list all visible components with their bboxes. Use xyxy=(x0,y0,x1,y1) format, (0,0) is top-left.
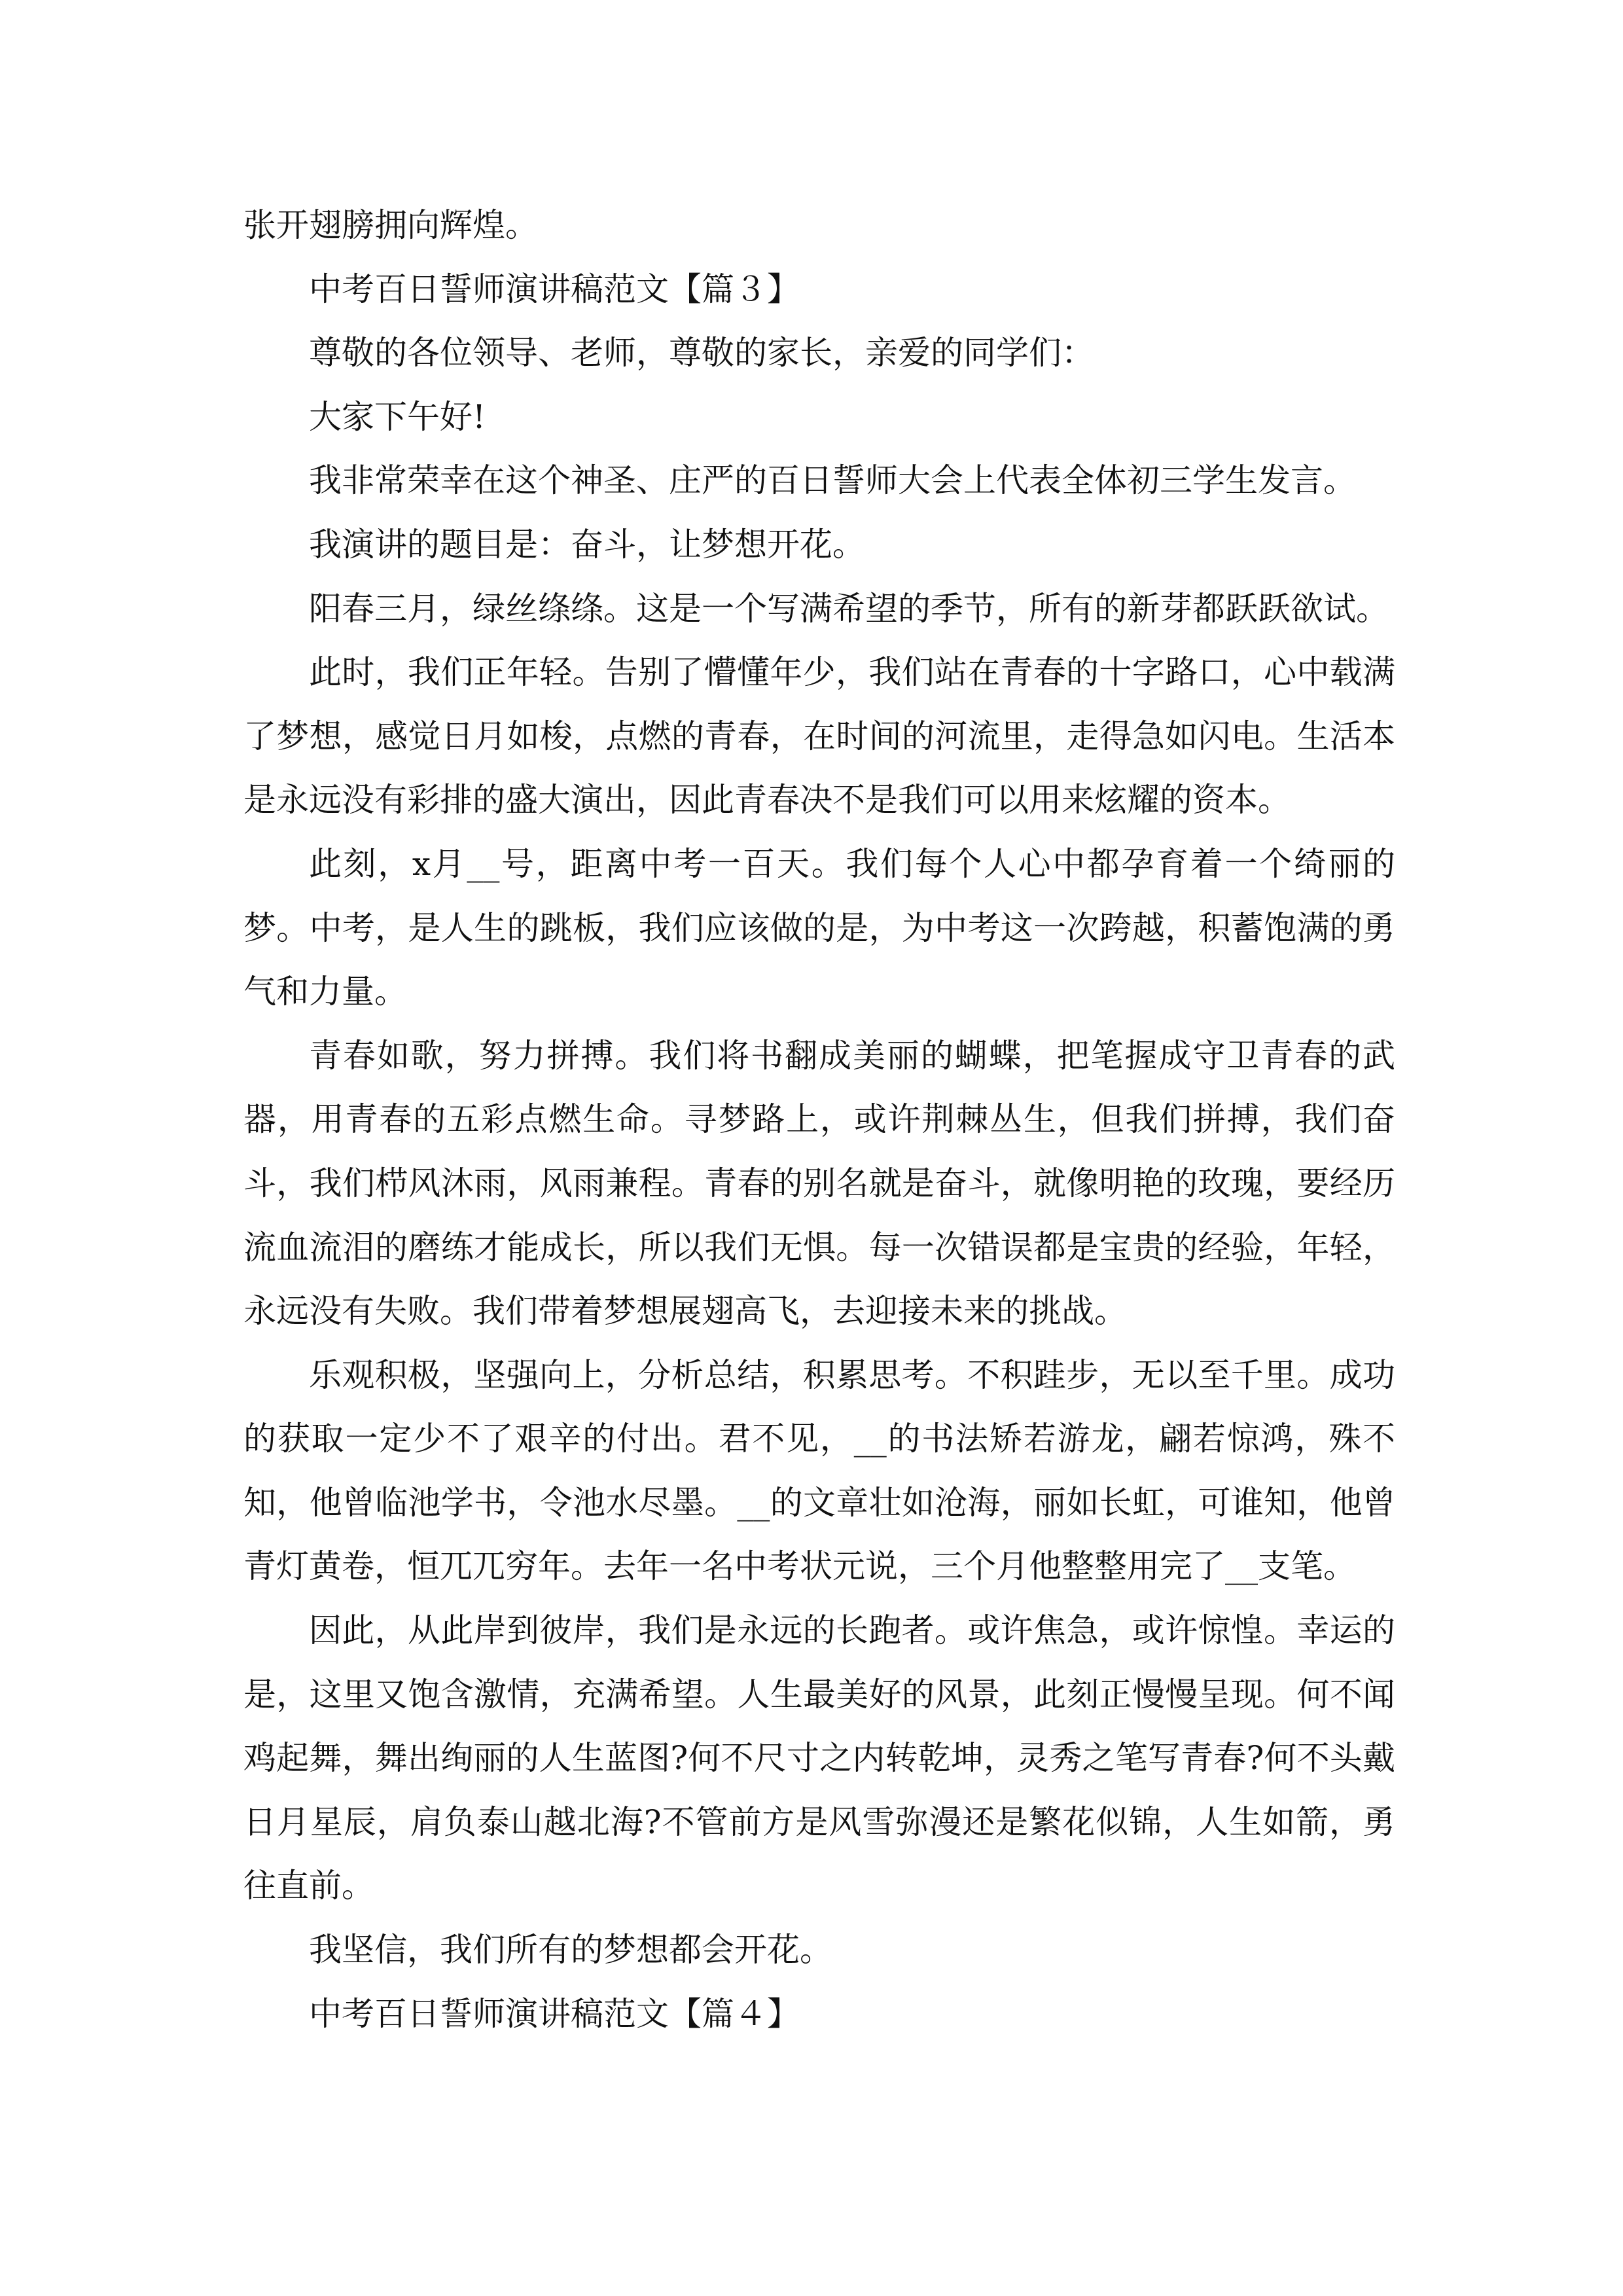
document-body xyxy=(243,194,1395,2046)
paragraph: 乐观积极，坚强向上，分析总结，积累思考。不积跬步，无以至千里。成功的获取一定少不了艰辛的付出。君不见，__的书法矫若游龙，翩若惊鸿，殊不知，他曾临池学书，令池水尽墨。__的文章壮如沧海，丽如长虹，可谁知，他曾青灯黄卷，恒兀兀穷年。去年一名中考状元说，三个月他整整用完了__支笔。 xyxy=(243,1355,1395,1586)
paragraph-salutation: 尊敬的各位领导、老师，尊敬的家长，亲爱的同学们： xyxy=(309,334,1094,372)
paragraph: 我非常荣幸在这个神圣、庄严的百日誓师大会上代表全体初三学生发言。 xyxy=(309,461,1356,500)
paragraph-conclusion: 我坚信，我们所有的梦想都会开花。 xyxy=(309,1931,832,1969)
paragraph: 此刻，x月__号，距离中考一百天。我们每个人心中都孕育着一个绮丽的梦。中考，是人生的跳板，我们应该做的是，为中考这一次跨越，积蓄饱满的勇气和力量。 xyxy=(243,844,1395,1011)
section-heading-4: 中考百日誓师演讲稿范文【篇４】 xyxy=(309,1994,800,2033)
paragraph: 阳春三月，绿丝绦绦。这是一个写满希望的季节，所有的新芽都跃跃欲试。 xyxy=(309,589,1389,628)
paragraph: 此时，我们正年轻。告别了懵懂年少，我们站在青春的十字路口，心中载满了梦想，感觉日月如梭，点燃的青春，在时间的河流里，走得急如闪电。生活本是永远没有彩排的盛大演出，因此青春决不是我们可以用来炫耀的资本。 xyxy=(243,653,1395,819)
section-heading-3: 中考百日誓师演讲稿范文【篇３】 xyxy=(309,270,800,308)
paragraph: 因此，从此岸到彼岸，我们是永远的长跑者。或许焦急，或许惊惶。幸运的是，这里又饱含激情，充满希望。人生最美好的风景，此刻正慢慢呈现。何不闻鸡起舞，舞出绚丽的人生蓝图?何不尺寸之内转乾坤，灵秀之笔写青春?何不头戴日月星辰，肩负泰山越北海?不管前方是风雪弥漫还是繁花似锦，人生如箭，勇往直前。 xyxy=(243,1611,1395,1905)
paragraph-greeting: 大家下午好! xyxy=(309,397,486,436)
paragraph: 青春如歌，努力拼搏。我们将书翻成美丽的蝴蝶，把笔握成守卫青春的武器，用青春的五彩点燃生命。寻梦路上，或许荆棘丛生，但我们拼搏，我们奋斗，我们栉风沐雨，风雨兼程。青春的别名就是奋斗，就像明艳的玫瑰，要经历流血流泪的磨练才能成长，所以我们无惧。每一次错误都是宝贵的经验，年轻，永远没有失败。我们带着梦想展翅高飞，去迎接未来的挑战。 xyxy=(243,1036,1395,1331)
paragraph-continuation: 张开翅膀拥向辉煌。 xyxy=(243,206,538,244)
paragraph-topic: 我演讲的题目是：奋斗，让梦想开花。 xyxy=(309,525,865,564)
